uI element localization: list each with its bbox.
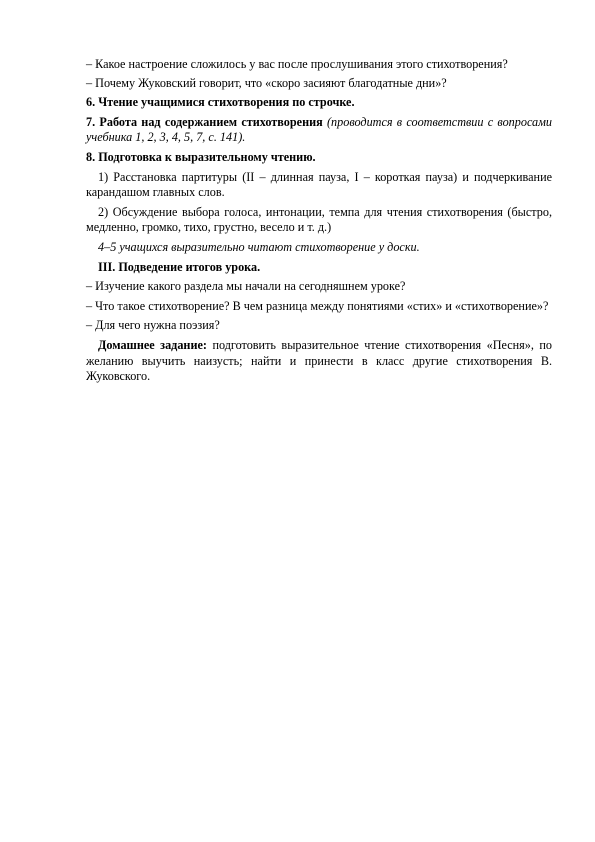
question-mood xyxy=(86,57,552,73)
homework xyxy=(86,338,552,385)
question-section xyxy=(86,279,552,295)
section-8-heading xyxy=(86,150,552,166)
section-7-title: 7. Работа над содержанием стихотворения xyxy=(86,114,323,129)
document-page xyxy=(86,57,552,389)
section-6-heading xyxy=(86,95,552,111)
section-7-note: (проводится в соответствии с вопросами учебника 1, 2, 3, 4, 5, 7, с. 141). xyxy=(86,114,553,145)
section-8-item-2-text: 2) Обсуждение выбора голоса, интонации, темпа для чтения стихотворения (быстро, медленно, громко, тихо, грустно, весело и т. д.) xyxy=(86,204,552,235)
section-8-item-1 xyxy=(86,170,552,201)
homework-label: Домашнее задание: xyxy=(98,337,207,352)
section-8-text: 8. Подготовка к выразительному чтению. xyxy=(86,149,316,164)
question-zhukovsky xyxy=(86,76,552,92)
homework-text: подготовить выразительное чтение стихотворения «Песня», по желанию выучить наизусть; найти и принести в класс другие стихотворения В. Жуковского. xyxy=(86,337,553,384)
section-8-reading-note-text: 4–5 учащихся выразительно читают стихотворение у доски. xyxy=(98,239,420,254)
section-III-text: III. Подведение итогов урока. xyxy=(98,259,261,274)
question-poem-definition-text: – Что такое стихотворение? В чем разница между понятиями «стих» и «стихотворение»? xyxy=(86,298,549,313)
section-7-heading xyxy=(86,115,552,146)
question-zhukovsky-text: – Почему Жуковский говорит, что «скоро засияют благодатные дни»? xyxy=(86,75,447,90)
question-section-text: – Изучение какого раздела мы начали на сегодняшнем уроке? xyxy=(86,279,406,294)
section-III-heading xyxy=(86,260,552,276)
section-8-reading-note xyxy=(86,240,552,256)
section-8-item-1-text: 1) Расстановка партитуры (II – длинная пауза, I – короткая пауза) и подчеркивание карандашом главных слов. xyxy=(86,169,552,200)
section-6-text: 6. Чтение учащимися стихотворения по строчке. xyxy=(86,95,355,110)
question-mood-text: – Какое настроение сложилось у вас после прослушивания этого стихотворения? xyxy=(86,57,508,71)
section-8-item-2 xyxy=(86,205,552,236)
question-poetry xyxy=(86,318,552,334)
question-poem-definition xyxy=(86,299,552,315)
question-poetry-text: – Для чего нужна поэзия? xyxy=(86,318,220,333)
